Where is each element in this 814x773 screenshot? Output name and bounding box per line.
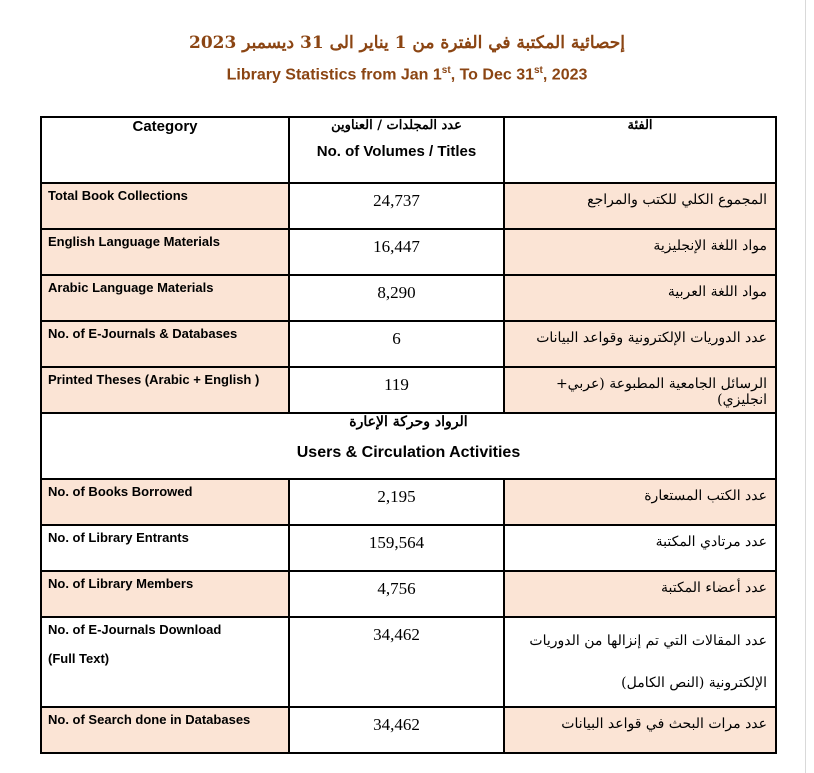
statistics-table: [40, 116, 777, 754]
row-label: English Language Materials: [41, 229, 289, 275]
title-english-sup2: st: [534, 65, 543, 76]
header-row: [41, 117, 776, 183]
row-value: 16,447: [289, 229, 504, 275]
header-volumes-arabic: عدد المجلدات / العناوين: [331, 118, 462, 133]
table-row: [41, 525, 776, 571]
section-heading-english: Users & Circulation Activities: [296, 444, 521, 461]
table-row: [41, 571, 776, 617]
row-value: 8,290: [289, 275, 504, 321]
row-value: 119: [289, 367, 504, 413]
row-label-arabic: عدد مرتادي المكتبة: [504, 525, 776, 571]
row-label: No. of Library Members: [41, 571, 289, 617]
row-label: Total Book Collections: [41, 183, 289, 229]
row-label-arabic: عدد مرات البحث في قواعد البيانات: [504, 707, 776, 753]
row-label-arabic: عدد الكتب المستعارة: [504, 479, 776, 525]
section-heading: [41, 413, 776, 479]
row-label: Arabic Language Materials: [41, 275, 289, 321]
row-label-arabic: عدد أعضاء المكتبة: [504, 571, 776, 617]
header-category: Category: [41, 117, 289, 183]
section-row: [41, 413, 776, 479]
row-label: [41, 617, 289, 707]
title-english-sup1: st: [441, 65, 451, 76]
title-arabic: إحصائية المكتبة في الفترة من 1 يناير الى 31 ديسمبر 2023: [189, 33, 625, 53]
row-label-arabic: عدد الدوريات الإلكترونية وقواعد البيانات: [504, 321, 776, 367]
row-label: Printed Theses (Arabic + English ): [41, 367, 289, 413]
section-heading-arabic: الرواد وحركة الإعارة: [349, 414, 468, 430]
table-row: [41, 367, 776, 413]
table-row: [41, 183, 776, 229]
row-value: 34,462: [289, 617, 504, 707]
row-label-arabic: الرسائل الجامعية المطبوعة (عربي+ انجليزي): [504, 367, 776, 413]
page-edge-line: [805, 0, 806, 773]
row-label-arabic-line1: عدد المقالات التي تم إنزالها من الدوريات: [529, 633, 767, 649]
row-value: 4,756: [289, 571, 504, 617]
row-label-line2: (Full Text): [48, 651, 110, 666]
row-label: No. of Library Entrants: [41, 525, 289, 571]
row-value: 2,195: [289, 479, 504, 525]
table-row: [41, 229, 776, 275]
row-label-arabic: مواد اللغة العربية: [504, 275, 776, 321]
table-row: [41, 617, 776, 707]
table-row: [41, 275, 776, 321]
row-label: No. of E-Journals & Databases: [41, 321, 289, 367]
header-volumes: [289, 117, 504, 183]
row-label-arabic: [504, 617, 776, 707]
row-value: 24,737: [289, 183, 504, 229]
title-english-prefix: Library Statistics from Jan 1: [226, 66, 442, 84]
header-volumes-english: No. of Volumes / Titles: [316, 143, 477, 160]
title-english: [0, 65, 814, 84]
table-row: [41, 321, 776, 367]
header-category-arabic: الفئة: [504, 117, 776, 183]
title-english-suffix: , 2023: [542, 66, 588, 84]
table-row: [41, 707, 776, 753]
row-value: 34,462: [289, 707, 504, 753]
table-row: [41, 479, 776, 525]
row-value: 159,564: [289, 525, 504, 571]
row-label-arabic-line2: الإلكترونية (النص الكامل): [621, 675, 767, 691]
row-label-line1: No. of E-Journals Download: [48, 622, 222, 637]
title-english-mid: , To Dec 31: [450, 66, 534, 84]
row-label-arabic: مواد اللغة الإنجليزية: [504, 229, 776, 275]
row-value: 6: [289, 321, 504, 367]
row-label-arabic: المجموع الكلي للكتب والمراجع: [504, 183, 776, 229]
row-label: No. of Books Borrowed: [41, 479, 289, 525]
row-label: No. of Search done in Databases: [41, 707, 289, 753]
